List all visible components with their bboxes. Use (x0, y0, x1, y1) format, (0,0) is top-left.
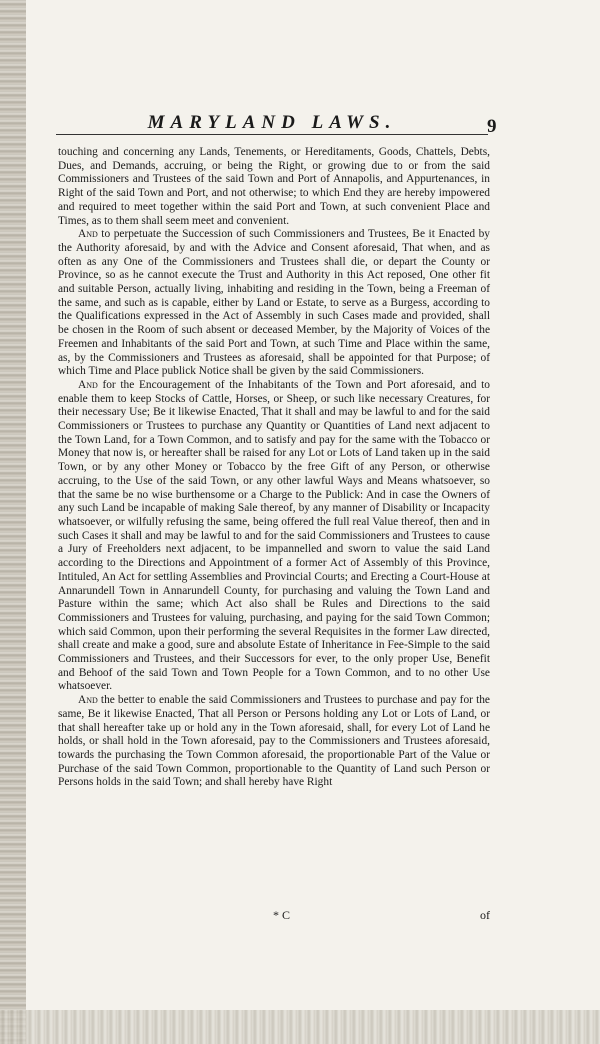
page-binding-edge (0, 0, 26, 1044)
catchword: of (480, 908, 490, 922)
paragraph-4-text: the better to enable the said Commissioners and Trustees to purchase and pay for the same, Be it likewise Enacted, That all Person or Persons holding any Lot or Lots of Land, or that shall hereafter take up or hold any in the Town aforesaid, shall, for every Lot of Land he holds, or shall hold in the Town aforesaid, pay to the Commissioners and Trustees aforesaid, towards the purchasing the Town Common aforesaid, the proportionable Part of the Value or Purchase of the said Town Common, proportionable to the Quantity of Land such Person or Persons holds in the said Town; and shall hereby have Right (58, 694, 490, 789)
paragraph-3-text: for the Encouragement of the Inhabitants of the Town and Port aforesaid, and to enable them to keep Stocks of Cattle, Horses, or Sheep, or such like necessary Creatures, for their necessary Use; Be it likewise Enacted, That it shall and may be lawful to and for the said Commissioners or Trustees to purchase any Quantity or Quantities of Land next adjacent to the Town Land, for a Town Common, and to satisfy and pay for the same with the Tobacco or Money that now is, or hereafter shall be raised for any Lot or Lots of Land taken up in the said Town, or by any other Money or Tobacco by the free Gift of any Person, or otherwise accruing, to the Use of the said Town, or any other lawful Ways and Means whatsoever, so that the same be no wise burthensome or a Charge to the Publick: And in case the Owners of any such Land be incapable of making Sale thereof, by any manner of Disability or Incapacity whatsoever, or wilfully refusing the same, being offered the full real Value thereof, then and in such Cases it shall and may be lawful to and for the said Commissioners and Trustees to cause a Jury of Freeholders next adjacent, to be impannelled and sworn to value the said Land according to the Directions and Appointment of a former Act of Assembly of this Province, Intituled, An Act for settling Assemblies and Provincial Courts; and Erecting a Court-House at Annarundell Town in Annarundell County, for purchasing and valuing the Town Land and Pasture within the same; which Act also shall be Rules and Directions to the said Commissioners and Trustees for valuing, purchasing, and paying for the said Town Common; which said Common, upon their performing the several Requisites in the former Law directed, shall create and make a good, sure and absolute Estate of Inheritance in Fee-Simple to the said Commissioners and Trustees, and their Successors for ever, to the only proper Use, Benefit and Behoof of the said Town and Town People for a Town Common, and to no other Use whatsoever. (58, 378, 490, 693)
paragraph-2 (58, 228, 490, 379)
paragraph-4-lead: And (78, 694, 98, 707)
page-bottom-edge (0, 1010, 600, 1044)
paragraph-2-lead: And (78, 228, 98, 241)
signature-mark: * C (273, 908, 291, 922)
document-body (58, 146, 490, 790)
paragraph-3-lead: And (78, 378, 98, 391)
paragraph-3 (58, 379, 490, 694)
paragraph-4 (58, 694, 490, 790)
paragraph-2-text: to perpetuate the Succession of such Commissioners and Trustees, Be it Enacted by the Authority aforesaid, by and with the Advice and Consent aforesaid, That when, and as often as any One of the Commissioners and Trustees shall die, or depart the County or Province, so as he cannot execute the Trust and Authority in this Act reposed, One other fit and suitable Person, actually living, inhabiting and residing in the Town, being a Freeman of the same, and such as is capable, either by Land or Estate, to serve as a Burgess, according to the Qualifications expressed in the Act of Assembly in such Cases made and provided, shall be chosen in the Room of such absent or deceased Member, by the Majority of Voices of the Freemen and Inhabitants of the said Port and Town, at such Time and Place within the same, as, by the Commissioners and Trustees as aforesaid, shall be appointed for that Purpose; of which Time and Place publick Notice shall be given by the said Commissioners. (58, 228, 490, 378)
running-head: MARYLAND LAWS. (147, 112, 397, 133)
paragraph-1-text: touching and concerning any Lands, Tenements, or Hereditaments, Goods, Chattels, Debts, Dues, and Demands, accruing, or being the Right, or growing due to or from the said Commissioners and Trustees of the said Town and Port of Annapolis, and Appurtenances, in Right of the said Town and Port, and not otherwise; to which End they are hereby impowered and required to meet together within the said Port and Town, at such convenient Place and Times, as to them shall seem meet and convenient. (58, 146, 490, 227)
paragraph-1 (58, 146, 490, 228)
page-number: 9 (487, 116, 497, 137)
page-footer (58, 908, 490, 922)
page-header (56, 112, 488, 135)
